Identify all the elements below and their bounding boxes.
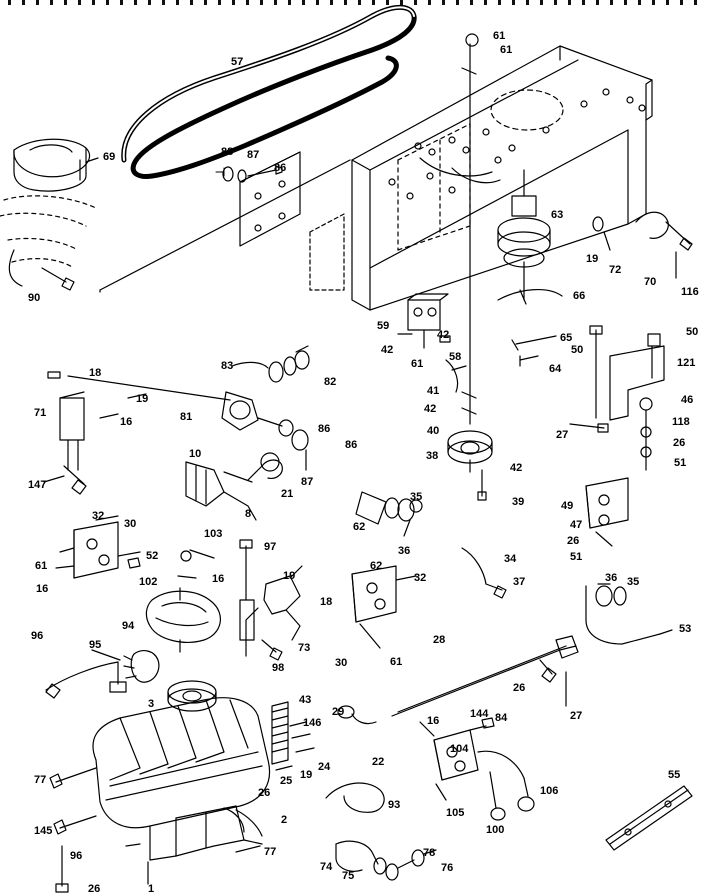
callout-21: 21 <box>281 488 294 500</box>
callout-84: 84 <box>495 712 508 724</box>
callout-77: 77 <box>264 846 277 858</box>
callout-22: 22 <box>372 756 385 768</box>
callout-69: 69 <box>103 151 116 163</box>
callout-62: 62 <box>353 521 366 533</box>
callout-3: 3 <box>148 698 155 710</box>
callout-16: 16 <box>36 583 49 595</box>
callout-86: 86 <box>318 423 331 435</box>
callout-88: 88 <box>221 146 234 158</box>
callout-30: 30 <box>335 657 348 669</box>
callout-96: 96 <box>31 630 44 642</box>
callout-104: 104 <box>450 743 469 755</box>
callout-146: 146 <box>303 717 322 729</box>
callout-65: 65 <box>560 332 573 344</box>
callout-72: 72 <box>609 264 622 276</box>
callout-43: 43 <box>299 694 312 706</box>
callout-102: 102 <box>139 576 158 588</box>
callout-16: 16 <box>427 715 440 727</box>
callout-90: 90 <box>28 292 41 304</box>
callout-19: 19 <box>586 253 599 265</box>
callout-86: 86 <box>274 162 287 174</box>
callout-52: 52 <box>146 550 159 562</box>
callout-42: 42 <box>437 329 450 341</box>
callout-51: 51 <box>570 551 583 563</box>
callout-24: 24 <box>318 761 331 773</box>
callout-16: 16 <box>120 416 133 428</box>
callout-26: 26 <box>567 535 580 547</box>
callout-35: 35 <box>410 491 423 503</box>
callout-87: 87 <box>247 149 260 161</box>
callout-53: 53 <box>679 623 692 635</box>
callout-26: 26 <box>258 787 271 799</box>
callout-66: 66 <box>573 290 586 302</box>
callout-50: 50 <box>686 326 699 338</box>
callout-16: 16 <box>212 573 225 585</box>
callout-100: 100 <box>486 824 505 836</box>
callout-42: 42 <box>510 462 523 474</box>
callout-39: 39 <box>512 496 525 508</box>
callout-36: 36 <box>398 545 411 557</box>
callout-18: 18 <box>89 367 102 379</box>
callout-28: 28 <box>433 634 446 646</box>
callout-64: 64 <box>549 363 562 375</box>
callout-2: 2 <box>281 814 288 826</box>
callout-42: 42 <box>381 344 394 356</box>
callout-61: 61 <box>411 358 424 370</box>
callout-87: 87 <box>301 476 314 488</box>
callout-49: 49 <box>561 500 574 512</box>
callout-77: 77 <box>34 774 47 786</box>
callout-10: 10 <box>189 448 202 460</box>
callout-116: 116 <box>681 286 699 298</box>
callout-71: 71 <box>34 407 47 419</box>
callout-76: 76 <box>441 862 454 874</box>
callout-30: 30 <box>124 518 137 530</box>
callout-37: 37 <box>513 576 526 588</box>
callout-103: 103 <box>204 528 223 540</box>
callout-61: 61 <box>390 656 403 668</box>
callout-29: 29 <box>332 706 345 718</box>
callout-70: 70 <box>644 276 657 288</box>
callout-97: 97 <box>264 541 277 553</box>
callout-95: 95 <box>89 639 102 651</box>
callout-61: 61 <box>35 560 48 572</box>
callout-62: 62 <box>370 560 383 572</box>
callout-118: 118 <box>672 416 690 428</box>
callout-27: 27 <box>570 710 583 722</box>
callout-26: 26 <box>88 883 101 895</box>
callout-50: 50 <box>571 344 584 356</box>
callout-93: 93 <box>388 799 401 811</box>
callout-32: 32 <box>414 572 427 584</box>
callout-105: 105 <box>446 807 465 819</box>
callout-34: 34 <box>504 553 517 565</box>
callout-106: 106 <box>540 785 559 797</box>
callout-36: 36 <box>605 572 618 584</box>
callout-61: 61 <box>500 44 513 56</box>
callout-86: 86 <box>345 439 358 451</box>
callout-19: 19 <box>136 393 149 405</box>
callout-58: 58 <box>449 351 462 363</box>
callout-8: 8 <box>245 508 252 520</box>
callout-40: 40 <box>427 425 440 437</box>
callout-26: 26 <box>673 437 686 449</box>
callout-18: 18 <box>320 596 333 608</box>
callout-98: 98 <box>272 662 285 674</box>
callout-57: 57 <box>231 56 244 68</box>
callout-26: 26 <box>513 682 526 694</box>
callout-19: 19 <box>283 570 296 582</box>
callout-47: 47 <box>570 519 583 531</box>
callout-82: 82 <box>324 376 337 388</box>
callout-145: 145 <box>34 825 53 837</box>
callout-78: 78 <box>423 847 436 859</box>
callout-63: 63 <box>551 209 564 221</box>
callout-81: 81 <box>180 411 193 423</box>
callout-1: 1 <box>148 883 155 895</box>
callout-55: 55 <box>668 769 681 781</box>
callout-73: 73 <box>298 642 311 654</box>
callout-27: 27 <box>556 429 569 441</box>
callout-59: 59 <box>377 320 390 332</box>
callout-35: 35 <box>627 576 640 588</box>
callout-144: 144 <box>470 708 489 720</box>
callout-147: 147 <box>28 479 47 491</box>
callout-61: 61 <box>493 30 506 42</box>
callout-46: 46 <box>681 394 694 406</box>
callout-42: 42 <box>424 403 437 415</box>
callout-51: 51 <box>674 457 687 469</box>
callout-121: 121 <box>677 357 696 369</box>
callout-41: 41 <box>427 385 440 397</box>
callout-94: 94 <box>122 620 135 632</box>
callout-19: 19 <box>300 769 313 781</box>
callout-74: 74 <box>320 861 333 873</box>
callout-96: 96 <box>70 850 83 862</box>
callout-83: 83 <box>221 360 234 372</box>
callout-38: 38 <box>426 450 439 462</box>
callout-75: 75 <box>342 870 355 882</box>
callout-25: 25 <box>280 775 293 787</box>
callout-32: 32 <box>92 510 105 522</box>
